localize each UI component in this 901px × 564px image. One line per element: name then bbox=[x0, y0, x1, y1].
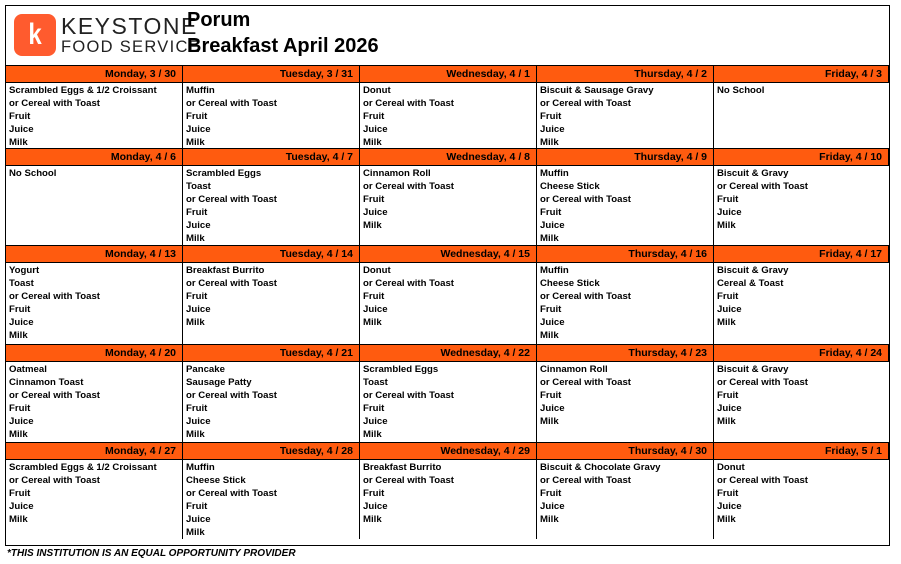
menu-item: Fruit bbox=[540, 110, 562, 122]
day-header: Wednesday, 4 / 29 bbox=[360, 442, 537, 459]
menu-item: Milk bbox=[540, 232, 559, 244]
day-menu bbox=[6, 262, 183, 344]
day-header: Friday, 4 / 24 bbox=[714, 344, 889, 361]
menu-item: Milk bbox=[540, 136, 559, 148]
menu-item: Milk bbox=[363, 136, 382, 148]
menu-item: Milk bbox=[9, 136, 28, 148]
day-menu bbox=[714, 165, 889, 245]
menu-item: or Cereal with Toast bbox=[9, 290, 100, 302]
day-menu bbox=[714, 361, 889, 442]
day-menu bbox=[537, 459, 714, 539]
menu-item: Breakfast Burrito bbox=[186, 265, 265, 276]
menu-item: Milk bbox=[9, 513, 28, 525]
menu-item: Breakfast Burrito bbox=[363, 462, 442, 473]
menu-item: Fruit bbox=[717, 290, 739, 302]
day-header: Tuesday, 4 / 28 bbox=[183, 442, 360, 459]
menu-item: Cheese Stick bbox=[540, 277, 600, 289]
menu-item: No School bbox=[717, 85, 765, 96]
menu-item: Fruit bbox=[9, 402, 31, 414]
menu-item: Juice bbox=[186, 123, 211, 135]
menu-item: Milk bbox=[9, 329, 28, 341]
menu-item: or Cereal with Toast bbox=[717, 474, 808, 486]
menu-title: Breakfast April 2026 bbox=[187, 35, 379, 57]
menu-item: Fruit bbox=[186, 290, 208, 302]
menu-item: Milk bbox=[540, 415, 559, 427]
menu-item: Milk bbox=[717, 219, 736, 231]
menu-item: Donut bbox=[363, 85, 391, 96]
day-header: Wednesday, 4 / 22 bbox=[360, 344, 537, 361]
menu-item: Juice bbox=[186, 513, 211, 525]
menu-item: or Cereal with Toast bbox=[363, 97, 454, 109]
menu-item: Juice bbox=[9, 123, 34, 135]
menu-sheet bbox=[5, 5, 890, 546]
menu-item: Toast bbox=[186, 180, 211, 192]
menu-item: Juice bbox=[540, 500, 565, 512]
menu-item: Muffin bbox=[186, 462, 215, 473]
day-header: Monday, 4 / 13 bbox=[6, 245, 183, 262]
day-header: Friday, 4 / 3 bbox=[714, 65, 889, 82]
menu-item: Fruit bbox=[186, 402, 208, 414]
menu-item: Toast bbox=[363, 376, 388, 388]
menu-item: Milk bbox=[186, 526, 205, 538]
menu-item: Juice bbox=[540, 219, 565, 231]
menu-item: Muffin bbox=[540, 265, 569, 276]
day-header: Tuesday, 4 / 14 bbox=[183, 245, 360, 262]
menu-item: Fruit bbox=[363, 193, 385, 205]
menu-item: Muffin bbox=[540, 168, 569, 179]
day-header: Thursday, 4 / 23 bbox=[537, 344, 714, 361]
menu-item: or Cereal with Toast bbox=[717, 180, 808, 192]
menu-item: Juice bbox=[717, 206, 742, 218]
keystone-logo-icon bbox=[14, 14, 56, 56]
menu-item: Juice bbox=[717, 402, 742, 414]
menu-item: Fruit bbox=[363, 110, 385, 122]
menu-item: Juice bbox=[186, 303, 211, 315]
day-menu bbox=[6, 82, 183, 148]
menu-item: Fruit bbox=[363, 402, 385, 414]
day-menu bbox=[6, 361, 183, 442]
menu-item: Fruit bbox=[363, 290, 385, 302]
menu-item: Milk bbox=[186, 136, 205, 148]
day-header: Thursday, 4 / 2 bbox=[537, 65, 714, 82]
day-menu bbox=[360, 165, 537, 245]
menu-item: or Cereal with Toast bbox=[186, 277, 277, 289]
day-header: Wednesday, 4 / 8 bbox=[360, 148, 537, 165]
day-header: Friday, 5 / 1 bbox=[714, 442, 889, 459]
menu-item: Cheese Stick bbox=[540, 180, 600, 192]
brand-subtitle: FOOD SERVICE bbox=[61, 38, 201, 56]
day-menu bbox=[183, 262, 360, 344]
menu-item: Scrambled Eggs & 1/2 Croissant bbox=[9, 462, 157, 473]
day-menu bbox=[714, 262, 889, 344]
menu-item: Muffin bbox=[186, 85, 215, 96]
menu-item: No School bbox=[9, 168, 57, 179]
day-menu bbox=[537, 82, 714, 148]
menu-item: Cinnamon Toast bbox=[9, 376, 84, 388]
menu-item: Fruit bbox=[9, 487, 31, 499]
menu-item: Fruit bbox=[717, 193, 739, 205]
day-header: Thursday, 4 / 9 bbox=[537, 148, 714, 165]
menu-item: Milk bbox=[717, 415, 736, 427]
menu-item: Fruit bbox=[363, 487, 385, 499]
menu-item: Juice bbox=[363, 500, 388, 512]
menu-item: Juice bbox=[717, 500, 742, 512]
menu-item: or Cereal with Toast bbox=[363, 389, 454, 401]
menu-item: Juice bbox=[363, 303, 388, 315]
day-header: Tuesday, 4 / 21 bbox=[183, 344, 360, 361]
menu-item: Yogurt bbox=[9, 265, 40, 276]
menu-item: Juice bbox=[9, 500, 34, 512]
menu-item: Juice bbox=[9, 316, 34, 328]
menu-item: Cheese Stick bbox=[186, 474, 246, 486]
menu-item: Biscuit & Chocolate Gravy bbox=[540, 462, 661, 473]
day-menu bbox=[183, 165, 360, 245]
day-menu bbox=[537, 262, 714, 344]
day-menu bbox=[537, 165, 714, 245]
day-menu bbox=[360, 459, 537, 539]
menu-item: Fruit bbox=[717, 487, 739, 499]
day-menu bbox=[360, 262, 537, 344]
menu-item: Milk bbox=[717, 513, 736, 525]
menu-item: Fruit bbox=[186, 500, 208, 512]
menu-item: Juice bbox=[540, 316, 565, 328]
menu-item: Fruit bbox=[717, 389, 739, 401]
menu-item: Sausage Patty bbox=[186, 376, 252, 388]
week-row bbox=[6, 65, 889, 148]
menu-item: Fruit bbox=[9, 110, 31, 122]
menu-item: or Cereal with Toast bbox=[9, 97, 100, 109]
menu-calendar-grid bbox=[6, 65, 889, 539]
day-header: Tuesday, 4 / 7 bbox=[183, 148, 360, 165]
menu-item: Cereal & Toast bbox=[717, 277, 784, 289]
menu-item: or Cereal with Toast bbox=[540, 474, 631, 486]
menu-item: Milk bbox=[363, 219, 382, 231]
menu-item: or Cereal with Toast bbox=[540, 97, 631, 109]
day-menu bbox=[183, 361, 360, 442]
menu-item: Milk bbox=[186, 428, 205, 440]
menu-item: Milk bbox=[540, 329, 559, 341]
menu-item: Milk bbox=[363, 428, 382, 440]
day-header: Monday, 4 / 6 bbox=[6, 148, 183, 165]
week-row bbox=[6, 148, 889, 245]
menu-item: Juice bbox=[363, 206, 388, 218]
day-menu bbox=[714, 82, 889, 148]
menu-item: Donut bbox=[717, 462, 745, 473]
menu-item: or Cereal with Toast bbox=[186, 193, 277, 205]
week-row bbox=[6, 442, 889, 539]
brand-name: KEYSTONE bbox=[61, 13, 198, 39]
menu-item: or Cereal with Toast bbox=[363, 474, 454, 486]
menu-item: Juice bbox=[186, 219, 211, 231]
day-header: Thursday, 4 / 16 bbox=[537, 245, 714, 262]
menu-item: Fruit bbox=[9, 303, 31, 315]
menu-item: or Cereal with Toast bbox=[186, 487, 277, 499]
menu-item: Fruit bbox=[540, 487, 562, 499]
menu-item: or Cereal with Toast bbox=[9, 474, 100, 486]
day-menu bbox=[360, 361, 537, 442]
day-header: Friday, 4 / 10 bbox=[714, 148, 889, 165]
menu-item: or Cereal with Toast bbox=[9, 389, 100, 401]
school-name: Porum bbox=[187, 9, 251, 31]
week-row bbox=[6, 245, 889, 344]
logo-letter: k bbox=[28, 18, 42, 51]
day-menu bbox=[360, 82, 537, 148]
menu-item: or Cereal with Toast bbox=[363, 180, 454, 192]
menu-item: Biscuit & Gravy bbox=[717, 265, 789, 276]
menu-item: Toast bbox=[9, 277, 34, 289]
day-header: Monday, 3 / 30 bbox=[6, 65, 183, 82]
menu-item: Juice bbox=[540, 402, 565, 414]
menu-item: or Cereal with Toast bbox=[717, 376, 808, 388]
day-header: Tuesday, 3 / 31 bbox=[183, 65, 360, 82]
menu-item: Fruit bbox=[540, 303, 562, 315]
day-header: Monday, 4 / 27 bbox=[6, 442, 183, 459]
menu-item: Cinnamon Roll bbox=[540, 364, 608, 375]
menu-item: Biscuit & Gravy bbox=[717, 364, 789, 375]
menu-item: Fruit bbox=[186, 110, 208, 122]
menu-item: Oatmeal bbox=[9, 364, 47, 375]
day-header: Wednesday, 4 / 15 bbox=[360, 245, 537, 262]
menu-item: Milk bbox=[717, 316, 736, 328]
menu-item: Fruit bbox=[540, 389, 562, 401]
day-menu bbox=[6, 459, 183, 539]
menu-item: or Cereal with Toast bbox=[363, 277, 454, 289]
day-header: Thursday, 4 / 30 bbox=[537, 442, 714, 459]
menu-item: Milk bbox=[363, 316, 382, 328]
menu-item: Juice bbox=[540, 123, 565, 135]
day-header: Friday, 4 / 17 bbox=[714, 245, 889, 262]
menu-item: Milk bbox=[9, 428, 28, 440]
menu-item: Fruit bbox=[540, 206, 562, 218]
day-menu bbox=[183, 459, 360, 539]
menu-item: Fruit bbox=[186, 206, 208, 218]
menu-item: Scrambled Eggs & 1/2 Croissant bbox=[9, 85, 157, 96]
day-menu bbox=[6, 165, 183, 245]
menu-item: or Cereal with Toast bbox=[186, 389, 277, 401]
day-menu bbox=[183, 82, 360, 148]
menu-item: Juice bbox=[363, 415, 388, 427]
equal-opportunity-notice: *THIS INSTITUTION IS AN EQUAL OPPORTUNITY PROVIDER bbox=[7, 548, 296, 559]
menu-item: or Cereal with Toast bbox=[540, 193, 631, 205]
menu-item: Milk bbox=[186, 316, 205, 328]
menu-item: Milk bbox=[186, 232, 205, 244]
menu-item: or Cereal with Toast bbox=[540, 376, 631, 388]
menu-item: Cinnamon Roll bbox=[363, 168, 431, 179]
menu-header bbox=[6, 6, 889, 66]
menu-item: Donut bbox=[363, 265, 391, 276]
menu-item: Biscuit & Gravy bbox=[717, 168, 789, 179]
day-menu bbox=[714, 459, 889, 539]
day-header: Wednesday, 4 / 1 bbox=[360, 65, 537, 82]
day-menu bbox=[537, 361, 714, 442]
day-header: Monday, 4 / 20 bbox=[6, 344, 183, 361]
menu-item: Milk bbox=[540, 513, 559, 525]
menu-item: Pancake bbox=[186, 364, 225, 375]
menu-item: Juice bbox=[717, 303, 742, 315]
menu-item: Juice bbox=[363, 123, 388, 135]
menu-item: Biscuit & Sausage Gravy bbox=[540, 85, 654, 96]
menu-item: Milk bbox=[363, 513, 382, 525]
menu-item: or Cereal with Toast bbox=[540, 290, 631, 302]
menu-item: Juice bbox=[9, 415, 34, 427]
week-row bbox=[6, 344, 889, 442]
menu-item: Scrambled Eggs bbox=[363, 364, 439, 375]
menu-item: Scrambled Eggs bbox=[186, 168, 262, 179]
menu-item: Juice bbox=[186, 415, 211, 427]
menu-item: or Cereal with Toast bbox=[186, 97, 277, 109]
